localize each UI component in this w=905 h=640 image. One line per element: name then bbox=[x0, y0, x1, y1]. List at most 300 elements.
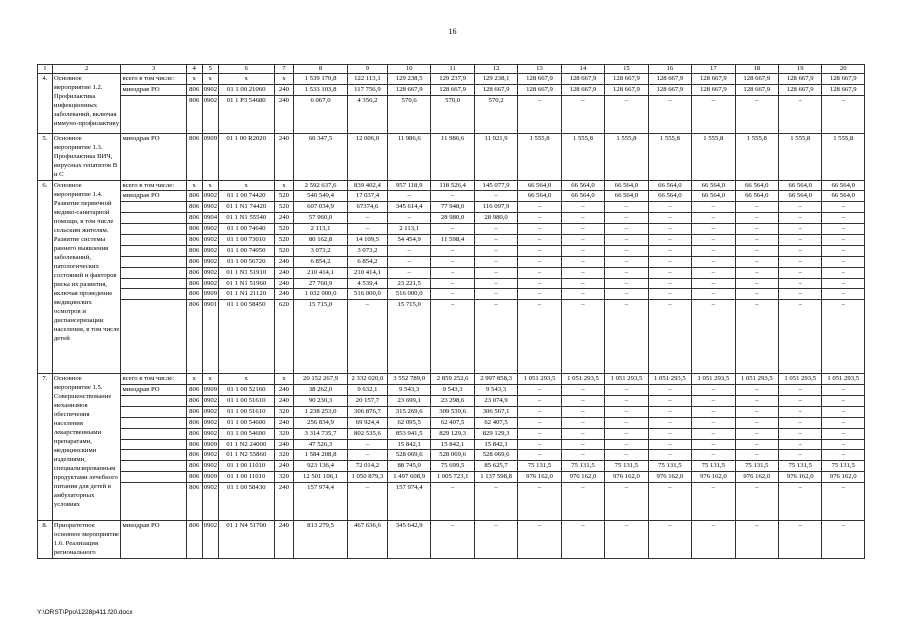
amount-cell: – bbox=[518, 439, 561, 450]
code-cell: 0902 bbox=[202, 428, 218, 439]
amount-cell: – bbox=[474, 521, 517, 559]
amount-cell: – bbox=[474, 235, 517, 246]
amount-cell: 77 948,0 bbox=[431, 202, 474, 213]
amount-cell: 157 974,4 bbox=[294, 483, 348, 521]
column-header: 4 bbox=[186, 65, 202, 74]
amount-cell: 9 543,3 bbox=[474, 385, 517, 396]
amount-cell: – bbox=[518, 95, 561, 133]
amount-cell: – bbox=[735, 439, 778, 450]
code-cell: 0902 bbox=[202, 461, 218, 472]
amount-cell: – bbox=[735, 256, 778, 267]
amount-cell: – bbox=[431, 267, 474, 278]
amount-cell: – bbox=[518, 267, 561, 278]
table-row bbox=[38, 74, 865, 85]
code-cell: 806 bbox=[186, 483, 202, 521]
amount-cell: – bbox=[822, 300, 865, 374]
amount-cell: – bbox=[779, 289, 822, 300]
amount-cell: 66 564,0 bbox=[779, 191, 822, 202]
amount-cell: – bbox=[648, 289, 691, 300]
amount-cell: 813 279,5 bbox=[294, 521, 348, 559]
amount-cell: 129 238,1 bbox=[474, 74, 517, 85]
amount-cell: 3 314 735,7 bbox=[294, 428, 348, 439]
amount-cell: – bbox=[561, 267, 604, 278]
amount-cell: 67374,6 bbox=[347, 202, 387, 213]
code-cell: 806 bbox=[186, 235, 202, 246]
amount-cell: 15 715,0 bbox=[294, 300, 348, 374]
amount-cell: – bbox=[692, 385, 735, 396]
code-cell: x bbox=[274, 180, 293, 191]
code-cell: 320 bbox=[274, 472, 293, 483]
column-header: 14 bbox=[561, 65, 604, 74]
amount-cell: – bbox=[474, 483, 517, 521]
amount-cell: 14 109,5 bbox=[347, 235, 387, 246]
amount-cell: – bbox=[779, 267, 822, 278]
row-number: 5. bbox=[38, 133, 53, 180]
amount-cell: 66 564,0 bbox=[648, 180, 691, 191]
amount-cell: 1 555,8 bbox=[518, 133, 561, 180]
amount-cell: – bbox=[779, 483, 822, 521]
code-cell: x bbox=[202, 180, 218, 191]
amount-cell: 85 625,7 bbox=[474, 461, 517, 472]
amount-cell: 129 237,9 bbox=[431, 74, 474, 85]
amount-cell: – bbox=[779, 95, 822, 133]
column-header: 19 bbox=[779, 65, 822, 74]
column-header-row bbox=[38, 65, 865, 74]
amount-cell: 20 157,7 bbox=[347, 396, 387, 407]
amount-cell: 128 667,9 bbox=[518, 74, 561, 85]
amount-cell: – bbox=[605, 289, 648, 300]
code-cell: 520 bbox=[274, 202, 293, 213]
amount-cell: 6 067,0 bbox=[294, 95, 348, 133]
amount-cell: 145 077,9 bbox=[474, 180, 517, 191]
amount-cell: – bbox=[822, 278, 865, 289]
amount-cell: – bbox=[518, 224, 561, 235]
table-row bbox=[38, 396, 865, 407]
amount-cell: 802 535,6 bbox=[347, 428, 387, 439]
code-cell: 0902 bbox=[202, 521, 218, 559]
amount-cell: 157 974,4 bbox=[387, 483, 430, 521]
amount-cell: – bbox=[735, 224, 778, 235]
amount-cell: 976 162,0 bbox=[822, 472, 865, 483]
amount-cell: 1 555,8 bbox=[561, 133, 604, 180]
amount-cell: 2 592 637,6 bbox=[294, 180, 348, 191]
column-header: 9 bbox=[347, 65, 387, 74]
amount-cell: – bbox=[648, 213, 691, 224]
amount-cell: – bbox=[822, 256, 865, 267]
amount-cell: – bbox=[648, 417, 691, 428]
table-row bbox=[38, 213, 865, 224]
amount-cell: 11 986,6 bbox=[387, 133, 430, 180]
code-cell: 01 1 00 54600 bbox=[218, 417, 274, 428]
code-cell: 806 bbox=[186, 84, 202, 95]
amount-cell: 1 032 000,0 bbox=[294, 289, 348, 300]
amount-cell: – bbox=[561, 202, 604, 213]
amount-cell: – bbox=[692, 202, 735, 213]
amount-cell: 957 118,9 bbox=[387, 180, 430, 191]
amount-cell: – bbox=[735, 450, 778, 461]
amount-cell: 2 997 858,3 bbox=[474, 374, 517, 385]
code-cell: 806 bbox=[186, 224, 202, 235]
amount-cell: 128 667,9 bbox=[735, 84, 778, 95]
executor-cell bbox=[121, 267, 186, 278]
amount-cell: – bbox=[692, 428, 735, 439]
amount-cell: 75 131,5 bbox=[822, 461, 865, 472]
amount-cell: 54 454,9 bbox=[387, 235, 430, 246]
amount-cell: 1 051 293,5 bbox=[605, 374, 648, 385]
code-cell: 240 bbox=[274, 95, 293, 133]
amount-cell: – bbox=[605, 278, 648, 289]
amount-cell: – bbox=[692, 95, 735, 133]
column-header: 15 bbox=[605, 65, 648, 74]
amount-cell: – bbox=[518, 417, 561, 428]
amount-cell: – bbox=[779, 213, 822, 224]
code-cell: 806 bbox=[186, 428, 202, 439]
amount-cell: – bbox=[605, 256, 648, 267]
amount-cell: – bbox=[347, 483, 387, 521]
amount-cell: 118 526,4 bbox=[431, 180, 474, 191]
amount-cell: – bbox=[735, 267, 778, 278]
executor-cell: минздрав РО bbox=[121, 191, 186, 202]
amount-cell: – bbox=[822, 245, 865, 256]
amount-cell: 66 564,0 bbox=[648, 191, 691, 202]
amount-cell: – bbox=[474, 245, 517, 256]
code-cell: 240 bbox=[274, 256, 293, 267]
amount-cell: – bbox=[561, 289, 604, 300]
executor-cell bbox=[121, 213, 186, 224]
amount-cell: – bbox=[692, 300, 735, 374]
amount-cell: 11 921,9 bbox=[474, 133, 517, 180]
table-row bbox=[38, 439, 865, 450]
amount-cell: – bbox=[431, 278, 474, 289]
amount-cell: 976 162,0 bbox=[648, 472, 691, 483]
amount-cell: 1 051 293,5 bbox=[648, 374, 691, 385]
table-row bbox=[38, 450, 865, 461]
code-cell: 320 bbox=[274, 428, 293, 439]
amount-cell: – bbox=[561, 95, 604, 133]
amount-cell: 17 037,4 bbox=[347, 191, 387, 202]
amount-cell: – bbox=[605, 224, 648, 235]
executor-cell bbox=[121, 483, 186, 521]
code-cell: x bbox=[186, 374, 202, 385]
measure-name: Основное мероприятие 1.2. Профилактика инфекционных заболеваний, включая иммуно-профилактику bbox=[52, 74, 121, 134]
code-cell: 806 bbox=[186, 472, 202, 483]
amount-cell: 128 667,9 bbox=[387, 84, 430, 95]
amount-cell: – bbox=[692, 521, 735, 559]
executor-cell: минздрав РО bbox=[121, 385, 186, 396]
column-header: 7 bbox=[274, 65, 293, 74]
amount-cell: 1 238 253,0 bbox=[294, 406, 348, 417]
amount-cell: 1 051 293,5 bbox=[822, 374, 865, 385]
code-cell: 01 1 00 74050 bbox=[218, 245, 274, 256]
code-cell: 240 bbox=[274, 84, 293, 95]
amount-cell: 128 667,9 bbox=[561, 84, 604, 95]
amount-cell: – bbox=[387, 191, 430, 202]
amount-cell: 853 941,5 bbox=[387, 428, 430, 439]
code-cell: 320 bbox=[274, 450, 293, 461]
amount-cell: – bbox=[648, 245, 691, 256]
amount-cell: – bbox=[605, 521, 648, 559]
code-cell: x bbox=[274, 374, 293, 385]
amount-cell: – bbox=[561, 385, 604, 396]
amount-cell: – bbox=[474, 300, 517, 374]
amount-cell: 1 050 879,3 bbox=[347, 472, 387, 483]
amount-cell: – bbox=[561, 224, 604, 235]
amount-cell: 66 564,0 bbox=[692, 180, 735, 191]
amount-cell: – bbox=[648, 95, 691, 133]
amount-cell: 1 051 293,5 bbox=[779, 374, 822, 385]
code-cell: 0902 bbox=[202, 202, 218, 213]
code-cell: 240 bbox=[274, 289, 293, 300]
amount-cell: – bbox=[474, 289, 517, 300]
amount-cell: – bbox=[605, 417, 648, 428]
code-cell: 0902 bbox=[202, 245, 218, 256]
amount-cell: – bbox=[779, 256, 822, 267]
amount-cell: – bbox=[779, 202, 822, 213]
amount-cell: – bbox=[387, 267, 430, 278]
code-cell: 806 bbox=[186, 300, 202, 374]
amount-cell: 75 131,5 bbox=[735, 461, 778, 472]
amount-cell: 128 667,9 bbox=[431, 84, 474, 95]
code-cell: 806 bbox=[186, 191, 202, 202]
amount-cell: 1 051 293,5 bbox=[518, 374, 561, 385]
amount-cell: – bbox=[735, 406, 778, 417]
amount-cell: – bbox=[822, 428, 865, 439]
amount-cell: 976 162,0 bbox=[692, 472, 735, 483]
amount-cell: – bbox=[648, 396, 691, 407]
amount-cell: – bbox=[779, 224, 822, 235]
code-cell: 806 bbox=[186, 245, 202, 256]
table-row bbox=[38, 472, 865, 483]
amount-cell: 128 667,9 bbox=[648, 84, 691, 95]
code-cell: 0902 bbox=[202, 417, 218, 428]
column-header: 5 bbox=[202, 65, 218, 74]
amount-cell: 75 131,5 bbox=[692, 461, 735, 472]
amount-cell: 570,0 bbox=[431, 95, 474, 133]
amount-cell: – bbox=[779, 300, 822, 374]
amount-cell: – bbox=[779, 385, 822, 396]
executor-cell bbox=[121, 450, 186, 461]
code-cell: x bbox=[218, 180, 274, 191]
amount-cell: – bbox=[561, 278, 604, 289]
amount-cell: – bbox=[648, 483, 691, 521]
code-cell: x bbox=[186, 180, 202, 191]
amount-cell: – bbox=[518, 450, 561, 461]
code-cell: 01 1 00 73010 bbox=[218, 235, 274, 246]
code-cell: 320 bbox=[274, 406, 293, 417]
code-cell: 01 1 N2 24000 bbox=[218, 439, 274, 450]
executor-cell bbox=[121, 439, 186, 450]
amount-cell: 66 564,0 bbox=[822, 191, 865, 202]
amount-cell: 1 005 723,1 bbox=[431, 472, 474, 483]
table-row bbox=[38, 417, 865, 428]
amount-cell: – bbox=[474, 278, 517, 289]
amount-cell: 306 876,7 bbox=[347, 406, 387, 417]
amount-cell: 15 842,1 bbox=[387, 439, 430, 450]
page-number: 16 bbox=[448, 27, 457, 36]
code-cell: 01 1 00 52160 bbox=[218, 385, 274, 396]
code-cell: 0902 bbox=[202, 95, 218, 133]
amount-cell: – bbox=[692, 235, 735, 246]
amount-cell: – bbox=[692, 439, 735, 450]
amount-cell: 2 859 252,6 bbox=[431, 374, 474, 385]
amount-cell: 75 131,5 bbox=[779, 461, 822, 472]
amount-cell: 66 564,0 bbox=[518, 191, 561, 202]
amount-cell: 88 745,0 bbox=[387, 461, 430, 472]
code-cell: 01 1 00 21060 bbox=[218, 84, 274, 95]
executor-cell: минздрав РО bbox=[121, 521, 186, 559]
amount-cell: 3 552 789,0 bbox=[387, 374, 430, 385]
amount-cell: 66 564,0 bbox=[779, 180, 822, 191]
amount-cell: – bbox=[648, 450, 691, 461]
amount-cell: – bbox=[518, 483, 561, 521]
amount-cell: 2 332 020,0 bbox=[347, 374, 387, 385]
amount-cell: – bbox=[648, 202, 691, 213]
code-cell: 0909 bbox=[202, 472, 218, 483]
executor-cell bbox=[121, 428, 186, 439]
amount-cell: 11 986,6 bbox=[431, 133, 474, 180]
code-cell: 0902 bbox=[202, 396, 218, 407]
amount-cell: – bbox=[692, 224, 735, 235]
amount-cell: 570,6 bbox=[387, 95, 430, 133]
code-cell: 806 bbox=[186, 521, 202, 559]
code-cell: x bbox=[218, 374, 274, 385]
code-cell: 0909 bbox=[202, 439, 218, 450]
code-cell: 01 1 00 58430 bbox=[218, 483, 274, 521]
amount-cell: – bbox=[822, 202, 865, 213]
amount-cell: 75 131,5 bbox=[561, 461, 604, 472]
code-cell: 01 1 N2 55860 bbox=[218, 450, 274, 461]
table-row bbox=[38, 224, 865, 235]
amount-cell: 66 564,0 bbox=[605, 180, 648, 191]
code-cell: 806 bbox=[186, 267, 202, 278]
executor-cell bbox=[121, 461, 186, 472]
amount-cell: – bbox=[735, 521, 778, 559]
amount-cell: – bbox=[518, 385, 561, 396]
amount-cell: 15 842,1 bbox=[431, 439, 474, 450]
amount-cell: – bbox=[605, 450, 648, 461]
code-cell: 806 bbox=[186, 439, 202, 450]
table-row bbox=[38, 95, 865, 133]
amount-cell: – bbox=[692, 417, 735, 428]
column-header: 8 bbox=[294, 65, 348, 74]
amount-cell: 976 162,0 bbox=[518, 472, 561, 483]
amount-cell: – bbox=[735, 202, 778, 213]
amount-cell: – bbox=[822, 235, 865, 246]
amount-cell: 66 564,0 bbox=[561, 191, 604, 202]
amount-cell: 116 097,9 bbox=[474, 202, 517, 213]
table-row bbox=[38, 235, 865, 246]
amount-cell: 66 564,0 bbox=[735, 191, 778, 202]
code-cell: 806 bbox=[186, 202, 202, 213]
amount-cell: – bbox=[518, 278, 561, 289]
amount-cell: 1 555,8 bbox=[779, 133, 822, 180]
amount-cell: – bbox=[561, 483, 604, 521]
code-cell: 806 bbox=[186, 213, 202, 224]
amount-cell: 80 162,8 bbox=[294, 235, 348, 246]
amount-cell: 345 642,9 bbox=[387, 521, 430, 559]
executor-cell bbox=[121, 417, 186, 428]
executor-cell bbox=[121, 300, 186, 374]
column-header: 2 bbox=[52, 65, 121, 74]
code-cell: 0902 bbox=[202, 278, 218, 289]
code-cell: 0904 bbox=[202, 213, 218, 224]
amount-cell: – bbox=[518, 300, 561, 374]
amount-cell: – bbox=[692, 213, 735, 224]
code-cell: 240 bbox=[274, 133, 293, 180]
amount-cell: 20 152 267,9 bbox=[294, 374, 348, 385]
row-number: 7. bbox=[38, 374, 53, 521]
amount-cell: – bbox=[431, 256, 474, 267]
amount-cell: 75 131,5 bbox=[518, 461, 561, 472]
amount-cell: – bbox=[822, 289, 865, 300]
amount-cell: 1 539 170,8 bbox=[294, 74, 348, 85]
table-row bbox=[38, 202, 865, 213]
table-row bbox=[38, 278, 865, 289]
amount-cell: 9 543,3 bbox=[387, 385, 430, 396]
amount-cell: 66 564,0 bbox=[518, 180, 561, 191]
measure-name: Основное мероприятие 1.5. Совершенствование механизмов обеспечения населения лекарственными препаратами, медицинскими изделиями, специализированным продуктами лечебного питания для детей в амбулаторных условиях bbox=[52, 374, 121, 521]
code-cell: 806 bbox=[186, 133, 202, 180]
executor-cell bbox=[121, 472, 186, 483]
code-cell: 806 bbox=[186, 385, 202, 396]
amount-cell: – bbox=[347, 300, 387, 374]
amount-cell: 6 854,2 bbox=[347, 256, 387, 267]
amount-cell: – bbox=[735, 95, 778, 133]
table-row bbox=[38, 133, 865, 180]
amount-cell: – bbox=[779, 396, 822, 407]
amount-cell: – bbox=[347, 224, 387, 235]
amount-cell: – bbox=[692, 289, 735, 300]
amount-cell: – bbox=[431, 224, 474, 235]
table-row bbox=[38, 289, 865, 300]
column-header: 17 bbox=[692, 65, 735, 74]
code-cell: x bbox=[186, 74, 202, 85]
executor-cell bbox=[121, 289, 186, 300]
column-header: 6 bbox=[218, 65, 274, 74]
amount-cell: 12 006,0 bbox=[347, 133, 387, 180]
amount-cell: – bbox=[779, 521, 822, 559]
executor-cell bbox=[121, 278, 186, 289]
amount-cell: – bbox=[605, 213, 648, 224]
executor-cell bbox=[121, 245, 186, 256]
code-cell: 520 bbox=[274, 235, 293, 246]
amount-cell: – bbox=[518, 406, 561, 417]
amount-cell: – bbox=[779, 235, 822, 246]
amount-cell: – bbox=[605, 245, 648, 256]
amount-cell: – bbox=[822, 95, 865, 133]
amount-cell: 128 667,9 bbox=[735, 74, 778, 85]
code-cell: 240 bbox=[274, 213, 293, 224]
amount-cell: 75 131,5 bbox=[605, 461, 648, 472]
row-number: 4. bbox=[38, 74, 53, 134]
amount-cell: 90 230,3 bbox=[294, 396, 348, 407]
code-cell: 806 bbox=[186, 256, 202, 267]
amount-cell: 976 162,0 bbox=[779, 472, 822, 483]
amount-cell: – bbox=[648, 521, 691, 559]
amount-cell: 128 667,9 bbox=[648, 74, 691, 85]
code-cell: 01 1 00 58450 bbox=[218, 300, 274, 374]
amount-cell: – bbox=[735, 417, 778, 428]
amount-cell: – bbox=[605, 267, 648, 278]
column-header: 18 bbox=[735, 65, 778, 74]
amount-cell: 23 699,1 bbox=[387, 396, 430, 407]
amount-cell: 128 667,9 bbox=[605, 84, 648, 95]
amount-cell: – bbox=[735, 300, 778, 374]
amount-cell: 69 924,4 bbox=[347, 417, 387, 428]
amount-cell: 128 667,9 bbox=[692, 84, 735, 95]
amount-cell: 47 526,3 bbox=[294, 439, 348, 450]
amount-cell: – bbox=[822, 385, 865, 396]
